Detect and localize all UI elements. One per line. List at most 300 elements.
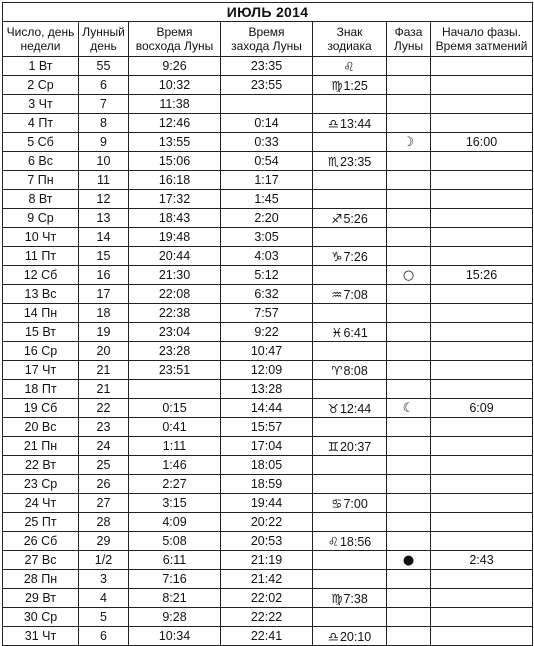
moonrise-cell: 8:21 xyxy=(129,589,221,608)
lunar-day-cell: 24 xyxy=(79,437,129,456)
phase-cell xyxy=(387,570,431,589)
phase-cell xyxy=(387,285,431,304)
table-row xyxy=(3,570,533,589)
zodiac-cell xyxy=(313,399,387,418)
zodiac-time: 20:10 xyxy=(339,629,372,644)
moonset-cell: 2:20 xyxy=(221,209,313,228)
zodiac-time: 7:38 xyxy=(343,591,368,606)
table-row xyxy=(3,304,533,323)
date-cell: 15 Вт xyxy=(3,323,79,342)
moonset-cell: 23:35 xyxy=(221,57,313,76)
phase-time-cell xyxy=(431,152,533,171)
header-line: день xyxy=(90,39,117,53)
date-cell: 23 Ср xyxy=(3,475,79,494)
header-row xyxy=(3,22,533,57)
lunar-day-cell: 23 xyxy=(79,418,129,437)
date-cell: 20 Вс xyxy=(3,418,79,437)
moonset-cell: 7:57 xyxy=(221,304,313,323)
zodiac-cell xyxy=(313,247,387,266)
moonset-cell: 0:33 xyxy=(221,133,313,152)
phase-time-cell xyxy=(431,475,533,494)
date-cell: 17 Чт xyxy=(3,361,79,380)
moonrise-cell: 5:08 xyxy=(129,532,221,551)
lunar-day-cell: 14 xyxy=(79,228,129,247)
phase-cell xyxy=(387,551,431,570)
zodiac-cell xyxy=(313,190,387,209)
zodiac-cell xyxy=(313,114,387,133)
table-row xyxy=(3,475,533,494)
lunar-day-cell: 4 xyxy=(79,589,129,608)
lunar-day-cell: 20 xyxy=(79,342,129,361)
table-row xyxy=(3,209,533,228)
moonset-cell: 18:59 xyxy=(221,475,313,494)
phase-cell xyxy=(387,456,431,475)
phase-time-cell xyxy=(431,190,533,209)
phase-cell xyxy=(387,76,431,95)
zodiac-icon: ♏ xyxy=(327,153,339,169)
zodiac-icon: ♌ xyxy=(327,533,339,549)
zodiac-time: 7:00 xyxy=(343,496,368,511)
moonrise-cell: 10:34 xyxy=(129,627,221,646)
moonrise-cell: 1:46 xyxy=(129,456,221,475)
moonset-cell: 23:55 xyxy=(221,76,313,95)
date-cell: 16 Ср xyxy=(3,342,79,361)
phase-time-cell xyxy=(431,304,533,323)
phase-time-cell: 16:00 xyxy=(431,133,533,152)
zodiac-icon: ♐ xyxy=(331,210,343,226)
zodiac-time: 23:35 xyxy=(339,154,372,169)
moonrise-cell: 20:44 xyxy=(129,247,221,266)
header-line: Время xyxy=(248,25,285,39)
header-line: зодиака xyxy=(327,39,372,53)
zodiac-icon: ♑ xyxy=(331,248,343,264)
phase-time-cell: 15:26 xyxy=(431,266,533,285)
last-quarter-icon: ☾ xyxy=(402,400,415,416)
table-row xyxy=(3,76,533,95)
table-row xyxy=(3,399,533,418)
zodiac-time: 1:25 xyxy=(343,78,368,93)
phase-time-cell xyxy=(431,209,533,228)
zodiac-cell xyxy=(313,285,387,304)
zodiac-time: 8:08 xyxy=(343,363,368,378)
moonset-cell: 5:12 xyxy=(221,266,313,285)
moonrise-cell: 22:38 xyxy=(129,304,221,323)
lunar-day-cell: 19 xyxy=(79,323,129,342)
date-cell: 25 Пт xyxy=(3,513,79,532)
table-row xyxy=(3,266,533,285)
table-row xyxy=(3,114,533,133)
phase-cell xyxy=(387,361,431,380)
moonrise-cell: 21:30 xyxy=(129,266,221,285)
moonset-cell: 21:42 xyxy=(221,570,313,589)
table-row xyxy=(3,247,533,266)
zodiac-cell xyxy=(313,95,387,114)
date-cell: 22 Вт xyxy=(3,456,79,475)
table-row xyxy=(3,228,533,247)
moonset-cell: 1:17 xyxy=(221,171,313,190)
date-cell: 12 Сб xyxy=(3,266,79,285)
table-row xyxy=(3,608,533,627)
moonset-cell: 21:19 xyxy=(221,551,313,570)
moonrise-cell: 15:06 xyxy=(129,152,221,171)
zodiac-time: 12:44 xyxy=(339,401,372,416)
header-line: недели xyxy=(20,39,61,53)
moonrise-cell: 4:09 xyxy=(129,513,221,532)
header-lunar-day xyxy=(79,22,129,57)
moonrise-cell: 22:08 xyxy=(129,285,221,304)
lunar-day-cell: 17 xyxy=(79,285,129,304)
phase-cell xyxy=(387,399,431,418)
lunar-day-cell: 9 xyxy=(79,133,129,152)
table-row xyxy=(3,57,533,76)
lunar-day-cell: 18 xyxy=(79,304,129,323)
phase-cell xyxy=(387,418,431,437)
lunar-day-cell: 3 xyxy=(79,570,129,589)
phase-time-cell xyxy=(431,76,533,95)
zodiac-icon: ♎ xyxy=(327,628,339,644)
phase-time-cell xyxy=(431,437,533,456)
date-cell: 28 Пн xyxy=(3,570,79,589)
new-moon-icon: ● xyxy=(402,552,415,568)
lunar-day-cell: 27 xyxy=(79,494,129,513)
phase-time-cell xyxy=(431,608,533,627)
phase-cell xyxy=(387,266,431,285)
lunar-day-cell: 29 xyxy=(79,532,129,551)
zodiac-cell xyxy=(313,57,387,76)
zodiac-icon: ♊ xyxy=(327,438,339,454)
moonrise-cell xyxy=(129,380,221,399)
zodiac-cell xyxy=(313,589,387,608)
lunar-day-cell: 21 xyxy=(79,361,129,380)
moonrise-cell: 16:18 xyxy=(129,171,221,190)
moonset-cell: 19:44 xyxy=(221,494,313,513)
zodiac-icon: ♎ xyxy=(327,115,339,131)
moonset-cell: 22:41 xyxy=(221,627,313,646)
phase-cell xyxy=(387,608,431,627)
moonset-cell: 1:45 xyxy=(221,190,313,209)
header-line: Луны xyxy=(393,39,424,53)
header-line: Знак xyxy=(336,25,363,39)
moonrise-cell: 2:27 xyxy=(129,475,221,494)
lunar-day-cell: 22 xyxy=(79,399,129,418)
moonset-cell: 4:03 xyxy=(221,247,313,266)
date-cell: 26 Сб xyxy=(3,532,79,551)
table-title: ИЮЛЬ 2014 xyxy=(3,3,533,22)
zodiac-cell xyxy=(313,494,387,513)
table-row xyxy=(3,95,533,114)
phase-cell xyxy=(387,589,431,608)
zodiac-cell xyxy=(313,513,387,532)
moonset-cell: 20:22 xyxy=(221,513,313,532)
table-body xyxy=(3,57,533,646)
moonset-cell: 12:09 xyxy=(221,361,313,380)
phase-time-cell xyxy=(431,380,533,399)
moonrise-cell: 0:41 xyxy=(129,418,221,437)
moonset-cell xyxy=(221,95,313,114)
header-line: Фаза xyxy=(394,25,423,39)
date-cell: 11 Пт xyxy=(3,247,79,266)
phase-time-cell xyxy=(431,627,533,646)
zodiac-time: 7:08 xyxy=(343,287,368,302)
date-cell: 5 Сб xyxy=(3,133,79,152)
phase-cell xyxy=(387,627,431,646)
header-line: Лунный xyxy=(82,25,125,39)
zodiac-cell xyxy=(313,266,387,285)
date-cell: 13 Вс xyxy=(3,285,79,304)
phase-cell xyxy=(387,437,431,456)
zodiac-cell xyxy=(313,570,387,589)
moonrise-cell: 23:04 xyxy=(129,323,221,342)
zodiac-cell xyxy=(313,152,387,171)
table-row xyxy=(3,342,533,361)
table-row xyxy=(3,380,533,399)
zodiac-cell xyxy=(313,475,387,494)
phase-time-cell xyxy=(431,532,533,551)
table-row xyxy=(3,551,533,570)
moonrise-cell: 17:32 xyxy=(129,190,221,209)
moonset-cell: 14:44 xyxy=(221,399,313,418)
zodiac-time: 6:41 xyxy=(343,325,368,340)
moonrise-cell: 19:48 xyxy=(129,228,221,247)
moonrise-cell: 18:43 xyxy=(129,209,221,228)
moonrise-cell: 23:28 xyxy=(129,342,221,361)
zodiac-cell xyxy=(313,323,387,342)
header-moonset xyxy=(221,22,313,57)
zodiac-cell xyxy=(313,456,387,475)
phase-time-cell xyxy=(431,494,533,513)
zodiac-cell xyxy=(313,171,387,190)
lunar-day-cell: 26 xyxy=(79,475,129,494)
zodiac-icon: ♈ xyxy=(331,362,343,378)
moonset-cell: 3:05 xyxy=(221,228,313,247)
table-row xyxy=(3,418,533,437)
moonset-cell: 18:05 xyxy=(221,456,313,475)
lunar-calendar-sheet xyxy=(2,2,532,644)
moonrise-cell: 1:11 xyxy=(129,437,221,456)
date-cell: 4 Пт xyxy=(3,114,79,133)
moonset-cell: 0:54 xyxy=(221,152,313,171)
phase-time-cell xyxy=(431,247,533,266)
zodiac-cell xyxy=(313,76,387,95)
moonset-cell: 0:14 xyxy=(221,114,313,133)
phase-cell xyxy=(387,323,431,342)
moonrise-cell: 6:11 xyxy=(129,551,221,570)
lunar-day-cell: 28 xyxy=(79,513,129,532)
phase-time-cell xyxy=(431,285,533,304)
phase-time-cell xyxy=(431,456,533,475)
phase-cell xyxy=(387,133,431,152)
phase-cell xyxy=(387,475,431,494)
phase-cell xyxy=(387,171,431,190)
lunar-day-cell: 16 xyxy=(79,266,129,285)
phase-cell xyxy=(387,304,431,323)
moonrise-cell: 9:26 xyxy=(129,57,221,76)
date-cell: 31 Чт xyxy=(3,627,79,646)
moonset-cell: 6:32 xyxy=(221,285,313,304)
zodiac-cell xyxy=(313,551,387,570)
zodiac-cell xyxy=(313,608,387,627)
lunar-day-cell: 21 xyxy=(79,380,129,399)
zodiac-cell xyxy=(313,342,387,361)
table-row xyxy=(3,323,533,342)
date-cell: 27 Вс xyxy=(3,551,79,570)
date-cell: 7 Пн xyxy=(3,171,79,190)
phase-cell xyxy=(387,152,431,171)
lunar-day-cell: 10 xyxy=(79,152,129,171)
table-row xyxy=(3,589,533,608)
zodiac-cell xyxy=(313,228,387,247)
table-row xyxy=(3,437,533,456)
moonset-cell: 22:22 xyxy=(221,608,313,627)
phase-time-cell xyxy=(431,361,533,380)
zodiac-icon: ♍ xyxy=(331,77,343,93)
table-row xyxy=(3,361,533,380)
lunar-day-cell: 8 xyxy=(79,114,129,133)
zodiac-cell xyxy=(313,627,387,646)
zodiac-cell xyxy=(313,437,387,456)
moonrise-cell: 3:15 xyxy=(129,494,221,513)
phase-cell xyxy=(387,532,431,551)
date-cell: 6 Вс xyxy=(3,152,79,171)
zodiac-icon: ♋ xyxy=(331,495,343,511)
zodiac-cell xyxy=(313,532,387,551)
moonset-cell: 13:28 xyxy=(221,380,313,399)
phase-time-cell xyxy=(431,95,533,114)
lunar-day-cell: 6 xyxy=(79,76,129,95)
lunar-day-cell: 25 xyxy=(79,456,129,475)
moonset-cell: 15:57 xyxy=(221,418,313,437)
table-row xyxy=(3,513,533,532)
phase-time-cell xyxy=(431,57,533,76)
lunar-day-cell: 11 xyxy=(79,171,129,190)
moonrise-cell: 12:46 xyxy=(129,114,221,133)
phase-cell xyxy=(387,513,431,532)
zodiac-cell xyxy=(313,133,387,152)
header-line: Время затмений xyxy=(435,39,528,53)
date-cell: 29 Вт xyxy=(3,589,79,608)
moonset-cell: 22:02 xyxy=(221,589,313,608)
table-row xyxy=(3,133,533,152)
table-row xyxy=(3,190,533,209)
phase-time-cell xyxy=(431,228,533,247)
lunar-day-cell: 13 xyxy=(79,209,129,228)
phase-time-cell xyxy=(431,589,533,608)
phase-time-cell xyxy=(431,342,533,361)
zodiac-time: 13:44 xyxy=(339,116,372,131)
date-cell: 19 Сб xyxy=(3,399,79,418)
header-phase-start xyxy=(431,22,533,57)
table-row xyxy=(3,285,533,304)
header-moonrise xyxy=(129,22,221,57)
lunar-day-cell: 7 xyxy=(79,95,129,114)
date-cell: 24 Чт xyxy=(3,494,79,513)
phase-time-cell: 2:43 xyxy=(431,551,533,570)
date-cell: 9 Ср xyxy=(3,209,79,228)
header-line: восхода Луны xyxy=(135,39,214,53)
zodiac-cell xyxy=(313,304,387,323)
zodiac-icon: ♌ xyxy=(343,58,355,74)
header-zodiac xyxy=(313,22,387,57)
lunar-day-cell: 5 xyxy=(79,608,129,627)
phase-time-cell xyxy=(431,323,533,342)
header-date xyxy=(3,22,79,57)
date-cell: 10 Чт xyxy=(3,228,79,247)
moonrise-cell: 13:55 xyxy=(129,133,221,152)
phase-cell xyxy=(387,494,431,513)
lunar-day-cell: 6 xyxy=(79,627,129,646)
zodiac-time: 20:37 xyxy=(339,439,372,454)
zodiac-icon: ♉ xyxy=(327,400,339,416)
zodiac-cell xyxy=(313,209,387,228)
moonrise-cell: 0:15 xyxy=(129,399,221,418)
date-cell: 1 Вт xyxy=(3,57,79,76)
moonrise-cell: 9:28 xyxy=(129,608,221,627)
date-cell: 8 Вт xyxy=(3,190,79,209)
full-moon-icon: ○ xyxy=(402,267,415,283)
moonset-cell: 9:22 xyxy=(221,323,313,342)
table-row xyxy=(3,494,533,513)
header-line: Число, день xyxy=(6,25,75,39)
moonrise-cell: 7:16 xyxy=(129,570,221,589)
date-cell: 18 Пт xyxy=(3,380,79,399)
phase-cell xyxy=(387,114,431,133)
moonrise-cell: 23:51 xyxy=(129,361,221,380)
date-cell: 21 Пн xyxy=(3,437,79,456)
date-cell: 14 Пн xyxy=(3,304,79,323)
zodiac-cell xyxy=(313,418,387,437)
header-line: Время xyxy=(156,25,193,39)
moonset-cell: 20:53 xyxy=(221,532,313,551)
table-row xyxy=(3,171,533,190)
moonrise-cell: 11:38 xyxy=(129,95,221,114)
header-phase xyxy=(387,22,431,57)
zodiac-cell xyxy=(313,380,387,399)
zodiac-cell xyxy=(313,361,387,380)
zodiac-icon: ♓ xyxy=(331,324,343,340)
zodiac-time: 18:56 xyxy=(339,534,372,549)
zodiac-icon: ♍ xyxy=(331,590,343,606)
zodiac-time: 5:26 xyxy=(343,211,368,226)
phase-cell xyxy=(387,228,431,247)
phase-time-cell xyxy=(431,570,533,589)
phase-time-cell: 6:09 xyxy=(431,399,533,418)
phase-time-cell xyxy=(431,114,533,133)
phase-cell xyxy=(387,380,431,399)
table-row xyxy=(3,532,533,551)
lunar-day-cell: 15 xyxy=(79,247,129,266)
zodiac-icon: ♒ xyxy=(331,286,343,302)
moonset-cell: 17:04 xyxy=(221,437,313,456)
phase-cell xyxy=(387,209,431,228)
phase-cell xyxy=(387,57,431,76)
lunar-calendar-table xyxy=(2,2,533,646)
header-line: Начало фазы. xyxy=(441,25,522,39)
phase-time-cell xyxy=(431,418,533,437)
phase-cell xyxy=(387,247,431,266)
phase-cell xyxy=(387,190,431,209)
zodiac-time: 7:26 xyxy=(343,249,368,264)
phase-time-cell xyxy=(431,513,533,532)
first-quarter-icon: ☽ xyxy=(402,134,415,150)
phase-time-cell xyxy=(431,171,533,190)
date-cell: 30 Ср xyxy=(3,608,79,627)
date-cell: 2 Ср xyxy=(3,76,79,95)
lunar-day-cell: 12 xyxy=(79,190,129,209)
moonrise-cell: 10:32 xyxy=(129,76,221,95)
phase-cell xyxy=(387,95,431,114)
table-row xyxy=(3,152,533,171)
header-line: захода Луны xyxy=(231,39,302,53)
